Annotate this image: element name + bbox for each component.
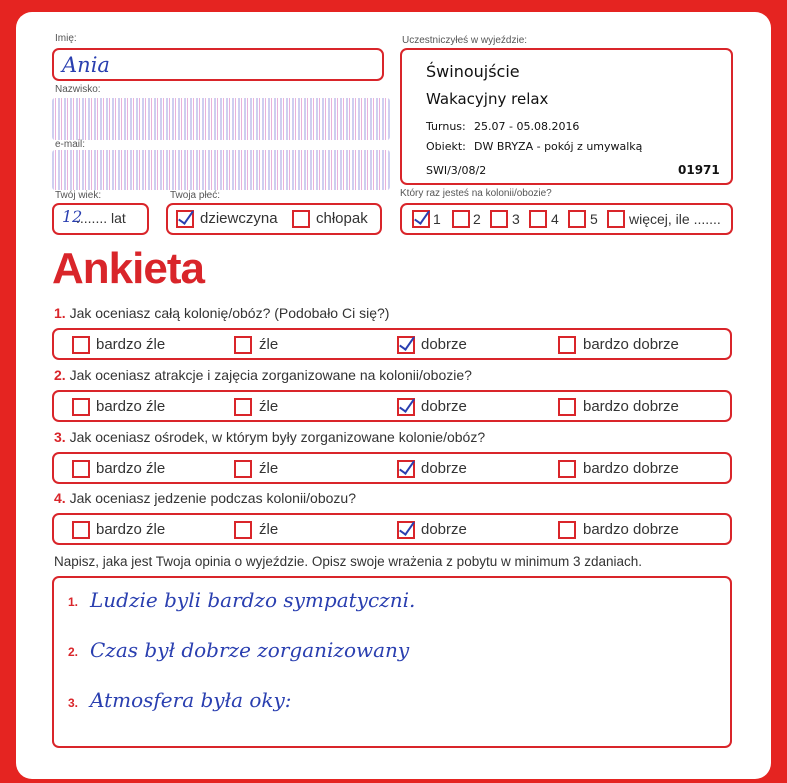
q2-bardzo-zle-checkbox[interactable] xyxy=(72,398,90,416)
plec-label: Twoja płeć: xyxy=(170,190,221,201)
q1-bardzo-zle-checkbox[interactable] xyxy=(72,336,90,354)
q1-bardzo-dobrze-checkbox[interactable] xyxy=(558,336,576,354)
trip-code: SWI/3/08/2 xyxy=(426,164,487,177)
ktory-raz-5-label: 5 xyxy=(590,211,598,227)
q4-bardzo-zle-checkbox[interactable] xyxy=(72,521,90,539)
q3-zle-checkbox[interactable] xyxy=(234,460,252,478)
nazwisko-label: Nazwisko: xyxy=(55,84,101,95)
question-3-text: Jak oceniasz ośrodek, w którym były zorganizowane kolonie/obóz? xyxy=(69,429,486,445)
q1-dobrze-checkbox[interactable] xyxy=(397,336,415,354)
q2-dobrze-checkbox[interactable] xyxy=(397,398,415,416)
imie-value: Ania xyxy=(62,53,110,77)
question-2-options xyxy=(52,390,732,422)
question-3-options xyxy=(52,452,732,484)
ktory-raz-4-checkbox[interactable] xyxy=(529,210,547,228)
ktory-raz-more-checkbox[interactable] xyxy=(607,210,625,228)
obiekt-value: DW BRYZA - pokój z umywalką xyxy=(474,140,643,153)
trip-label: Uczestniczyłeś w wyjeździe: xyxy=(402,35,528,46)
trip-name: Wakacyjny relax xyxy=(426,90,549,108)
plec-field xyxy=(166,203,382,235)
q1-zle-label: źle xyxy=(259,336,279,353)
q4-bardzo-dobrze-checkbox[interactable] xyxy=(558,521,576,539)
question-2-text: Jak oceniasz atrakcje i zajęcia zorganizowane na kolonii/obozie? xyxy=(69,367,472,383)
opinion-line-1-number: 1. xyxy=(68,595,79,609)
page-title: Ankieta xyxy=(52,244,204,293)
question-1-number: 1. xyxy=(54,305,66,321)
q4-zle-checkbox[interactable] xyxy=(234,521,252,539)
nazwisko-redacted xyxy=(52,98,390,140)
q4-bardzo-dobrze-label: bardzo dobrze xyxy=(583,521,679,538)
ktory-raz-label: Który raz jesteś na kolonii/obozie? xyxy=(400,188,552,199)
question-1-options xyxy=(52,328,732,360)
email-label: e-mail: xyxy=(55,139,86,150)
wiek-label: Twój wiek: xyxy=(55,190,102,201)
turnus-value: 25.07 - 05.08.2016 xyxy=(474,120,580,133)
ktory-raz-4-label: 4 xyxy=(551,211,559,227)
opinion-prompt: Napisz, jaka jest Twoja opinia o wyjeździe. Opisz swoje wrażenia z pobytu w minimum 3 zdaniach. xyxy=(54,554,643,569)
q2-dobrze-label: dobrze xyxy=(421,398,467,415)
question-2-number: 2. xyxy=(54,367,66,383)
question-1-text: Jak oceniasz całą kolonię/obóz? (Podobało Ci się?) xyxy=(69,305,390,321)
q4-dobrze-label: dobrze xyxy=(421,521,467,538)
ktory-raz-more-label: więcej, ile ....... xyxy=(629,211,721,227)
turnus-label: Turnus: xyxy=(426,120,466,133)
trip-city: Świnoujście xyxy=(426,62,520,81)
opinion-line-2-number: 2. xyxy=(68,645,79,659)
q3-bardzo-zle-checkbox[interactable] xyxy=(72,460,90,478)
q4-zle-label: źle xyxy=(259,521,279,538)
question-2 xyxy=(54,367,472,383)
imie-field[interactable] xyxy=(52,48,384,81)
ktory-raz-5-checkbox[interactable] xyxy=(568,210,586,228)
wiek-suffix: ........ lat xyxy=(76,210,126,226)
q3-bardzo-zle-label: bardzo źle xyxy=(96,460,166,477)
q2-bardzo-dobrze-checkbox[interactable] xyxy=(558,398,576,416)
q2-bardzo-dobrze-label: bardzo dobrze xyxy=(583,398,679,415)
plec-chlopak-label: chłopak xyxy=(316,210,368,227)
question-3-number: 3. xyxy=(54,429,66,445)
trip-number: 01971 xyxy=(678,163,720,177)
ktory-raz-3-label: 3 xyxy=(512,211,520,227)
ktory-raz-2-checkbox[interactable] xyxy=(452,210,470,228)
opinion-line-1: Ludzie byli bardzo sympatyczni. xyxy=(90,588,416,612)
q2-zle-label: źle xyxy=(259,398,279,415)
q3-dobrze-checkbox[interactable] xyxy=(397,460,415,478)
q2-zle-checkbox[interactable] xyxy=(234,398,252,416)
q1-bardzo-zle-label: bardzo źle xyxy=(96,336,166,353)
question-4-options xyxy=(52,513,732,545)
question-4-number: 4. xyxy=(54,490,66,506)
q4-bardzo-zle-label: bardzo źle xyxy=(96,521,166,538)
opinion-box[interactable] xyxy=(52,576,732,748)
plec-dziewczyna-label: dziewczyna xyxy=(200,210,278,227)
question-3 xyxy=(54,429,485,445)
opinion-line-3-number: 3. xyxy=(68,696,79,710)
q3-bardzo-dobrze-checkbox[interactable] xyxy=(558,460,576,478)
trip-box xyxy=(400,48,733,185)
q3-bardzo-dobrze-label: bardzo dobrze xyxy=(583,460,679,477)
q1-zle-checkbox[interactable] xyxy=(234,336,252,354)
question-4 xyxy=(54,490,356,506)
q1-bardzo-dobrze-label: bardzo dobrze xyxy=(583,336,679,353)
imie-label: Imię: xyxy=(55,33,77,44)
wiek-value: 12 xyxy=(62,207,83,226)
question-4-text: Jak oceniasz jedzenie podczas kolonii/obozu? xyxy=(69,490,356,506)
ktory-raz-1-label: 1 xyxy=(433,211,441,227)
plec-dziewczyna-checkbox[interactable] xyxy=(176,210,194,228)
q1-dobrze-label: dobrze xyxy=(421,336,467,353)
email-redacted xyxy=(52,150,390,190)
question-1 xyxy=(54,305,389,321)
ktory-raz-field xyxy=(400,203,733,235)
opinion-line-2: Czas był dobrze zorganizowany xyxy=(90,638,410,662)
ktory-raz-1-checkbox[interactable] xyxy=(412,210,430,228)
obiekt-label: Obiekt: xyxy=(426,140,466,153)
q4-dobrze-checkbox[interactable] xyxy=(397,521,415,539)
q3-zle-label: źle xyxy=(259,460,279,477)
ktory-raz-3-checkbox[interactable] xyxy=(490,210,508,228)
opinion-line-3: Atmosfera była oky: xyxy=(90,688,292,712)
ktory-raz-2-label: 2 xyxy=(473,211,481,227)
wiek-field[interactable] xyxy=(52,203,149,235)
q3-dobrze-label: dobrze xyxy=(421,460,467,477)
plec-chlopak-checkbox[interactable] xyxy=(292,210,310,228)
q2-bardzo-zle-label: bardzo źle xyxy=(96,398,166,415)
